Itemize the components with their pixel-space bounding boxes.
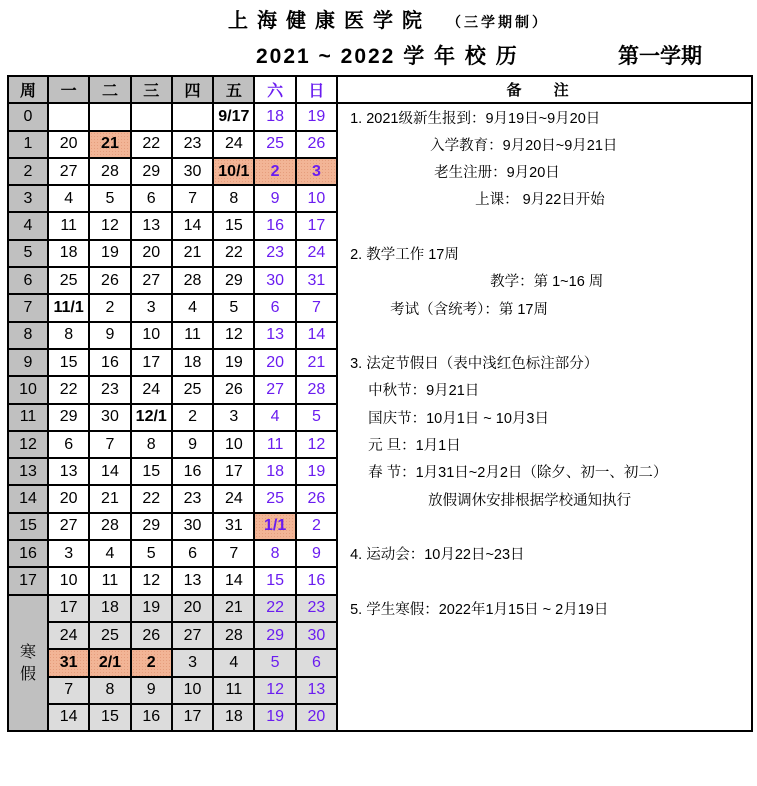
week-row xyxy=(8,677,752,704)
week-number: 5 xyxy=(8,240,48,267)
day-cell: 7 xyxy=(296,294,337,321)
day-cell: 8 xyxy=(254,540,295,567)
week-row xyxy=(8,240,752,267)
day-cell: 13 xyxy=(172,567,213,594)
header-0: 周 xyxy=(8,76,48,103)
day-cell: 20 xyxy=(48,485,89,512)
note-line: 1. 2021级新生报到：9月19日~9月20日 xyxy=(337,103,752,130)
day-cell: 13 xyxy=(48,458,89,485)
note-line: 教学：第 1~16 周 xyxy=(337,267,752,294)
day-cell: 3 xyxy=(213,404,254,431)
day-cell: 25 xyxy=(89,622,130,649)
day-cell: 16 xyxy=(296,567,337,594)
day-cell: 8 xyxy=(89,677,130,704)
day-cell: 25 xyxy=(172,376,213,403)
day-cell: 26 xyxy=(89,267,130,294)
day-cell: 10 xyxy=(296,185,337,212)
day-cell: 18 xyxy=(48,240,89,267)
day-cell: 9 xyxy=(172,431,213,458)
day-cell: 29 xyxy=(254,622,295,649)
day-cell: 18 xyxy=(89,595,130,622)
header-1: 一 xyxy=(48,76,89,103)
day-cell: 6 xyxy=(172,540,213,567)
day-cell: 29 xyxy=(213,267,254,294)
day-cell: 24 xyxy=(131,376,172,403)
day-cell: 23 xyxy=(89,376,130,403)
day-cell: 19 xyxy=(213,349,254,376)
note-line xyxy=(337,567,752,594)
week-row xyxy=(8,185,752,212)
day-cell: 13 xyxy=(131,212,172,239)
day-cell: 25 xyxy=(254,131,295,158)
day-cell: 30 xyxy=(296,622,337,649)
note-line xyxy=(337,322,752,349)
day-cell: 23 xyxy=(172,131,213,158)
day-cell: 21 xyxy=(89,131,130,158)
day-cell: 27 xyxy=(131,267,172,294)
calendar-table xyxy=(7,75,753,732)
day-cell: 11 xyxy=(48,212,89,239)
day-cell: 15 xyxy=(48,349,89,376)
week-row xyxy=(8,704,752,731)
day-cell: 4 xyxy=(172,294,213,321)
day-cell: 10/1 xyxy=(213,158,254,185)
note-line: 老生注册：9月20日 xyxy=(337,158,752,185)
day-cell: 17 xyxy=(131,349,172,376)
day-cell: 17 xyxy=(213,458,254,485)
day-cell: 23 xyxy=(172,485,213,512)
day-cell: 16 xyxy=(254,212,295,239)
day-cell: 11 xyxy=(89,567,130,594)
day-cell: 20 xyxy=(131,240,172,267)
day-cell: 13 xyxy=(254,322,295,349)
day-cell: 2/1 xyxy=(89,649,130,676)
day-cell: 10 xyxy=(131,322,172,349)
day-cell: 12 xyxy=(254,677,295,704)
day-cell: 15 xyxy=(89,704,130,731)
header-7: 日 xyxy=(296,76,337,103)
day-cell: 3 xyxy=(172,649,213,676)
header-5: 五 xyxy=(213,76,254,103)
day-cell: 27 xyxy=(48,513,89,540)
day-cell: 8 xyxy=(213,185,254,212)
day-cell: 14 xyxy=(172,212,213,239)
week-number: 11 xyxy=(8,404,48,431)
week-number: 10 xyxy=(8,376,48,403)
day-cell: 12 xyxy=(89,212,130,239)
day-cell: 22 xyxy=(254,595,295,622)
week-row xyxy=(8,649,752,676)
week-number: 9 xyxy=(8,349,48,376)
day-cell: 2 xyxy=(296,513,337,540)
day-cell: 31 xyxy=(48,649,89,676)
day-cell: 28 xyxy=(213,622,254,649)
day-cell xyxy=(89,103,130,130)
week-row xyxy=(8,322,752,349)
note-line xyxy=(337,677,752,704)
note-line: 春 节：1月31日~2月2日（除夕、初一、初二） xyxy=(337,458,752,485)
day-cell: 19 xyxy=(254,704,295,731)
day-cell: 25 xyxy=(48,267,89,294)
note-line: 4. 运动会：10月22日~23日 xyxy=(337,540,752,567)
day-cell: 22 xyxy=(48,376,89,403)
week-row xyxy=(8,513,752,540)
day-cell: 16 xyxy=(131,704,172,731)
day-cell: 2 xyxy=(89,294,130,321)
day-cell: 17 xyxy=(296,212,337,239)
day-cell: 30 xyxy=(89,404,130,431)
day-cell: 19 xyxy=(131,595,172,622)
day-cell: 18 xyxy=(172,349,213,376)
week-row xyxy=(8,103,752,130)
day-cell: 3 xyxy=(48,540,89,567)
note-line: 3. 法定节假日（表中浅红色标注部分） xyxy=(337,349,752,376)
day-cell: 12/1 xyxy=(131,404,172,431)
day-cell xyxy=(131,103,172,130)
note-line: 2. 教学工作 17周 xyxy=(337,240,752,267)
day-cell: 11 xyxy=(213,677,254,704)
day-cell: 7 xyxy=(48,677,89,704)
day-cell: 5 xyxy=(254,649,295,676)
note-line xyxy=(337,704,752,731)
day-cell: 22 xyxy=(213,240,254,267)
week-number: 1 xyxy=(8,131,48,158)
calendar-subtitle: 2021 ~ 2022 学 年 校 历 xyxy=(256,45,519,68)
day-cell: 24 xyxy=(213,485,254,512)
day-cell: 17 xyxy=(172,704,213,731)
day-cell: 22 xyxy=(131,131,172,158)
week-number: 12 xyxy=(8,431,48,458)
day-cell: 28 xyxy=(172,267,213,294)
week-row xyxy=(8,158,752,185)
day-cell: 10 xyxy=(213,431,254,458)
week-row xyxy=(8,267,752,294)
day-cell: 16 xyxy=(172,458,213,485)
week-number: 14 xyxy=(8,485,48,512)
day-cell: 30 xyxy=(254,267,295,294)
day-cell: 18 xyxy=(213,704,254,731)
term-label: 第一学期 xyxy=(618,45,702,68)
day-cell: 4 xyxy=(254,404,295,431)
day-cell: 29 xyxy=(131,513,172,540)
day-cell: 25 xyxy=(254,485,295,512)
day-cell: 14 xyxy=(296,322,337,349)
day-cell: 21 xyxy=(172,240,213,267)
day-cell: 31 xyxy=(296,267,337,294)
day-cell: 28 xyxy=(89,158,130,185)
day-cell: 2 xyxy=(172,404,213,431)
day-cell: 20 xyxy=(254,349,295,376)
week-number: 17 xyxy=(8,567,48,594)
day-cell: 14 xyxy=(48,704,89,731)
week-row xyxy=(8,458,752,485)
week-number: 3 xyxy=(8,185,48,212)
week-number: 16 xyxy=(8,540,48,567)
day-cell: 29 xyxy=(48,404,89,431)
note-line: 国庆节：10月1日 ~ 10月3日 xyxy=(337,404,752,431)
week-number: 0 xyxy=(8,103,48,130)
week-number: 15 xyxy=(8,513,48,540)
day-cell: 14 xyxy=(89,458,130,485)
week-number: 7 xyxy=(8,294,48,321)
day-cell: 13 xyxy=(296,677,337,704)
day-cell: 18 xyxy=(254,103,295,130)
day-cell: 6 xyxy=(254,294,295,321)
day-cell: 1/1 xyxy=(254,513,295,540)
day-cell: 26 xyxy=(213,376,254,403)
note-line xyxy=(337,649,752,676)
day-cell: 24 xyxy=(296,240,337,267)
note-line: 元 旦：1月1日 xyxy=(337,431,752,458)
note-line: 中秋节：9月21日 xyxy=(337,376,752,403)
day-cell: 19 xyxy=(296,458,337,485)
school-title: 上海健康医学院 （三学期制） xyxy=(228,8,549,32)
header-3: 三 xyxy=(131,76,172,103)
week-number: 2 xyxy=(8,158,48,185)
day-cell: 21 xyxy=(296,349,337,376)
day-cell: 8 xyxy=(48,322,89,349)
day-cell: 20 xyxy=(172,595,213,622)
day-cell xyxy=(48,103,89,130)
day-cell: 28 xyxy=(296,376,337,403)
header-row xyxy=(8,76,752,103)
note-line: 入学教育：9月20日~9月21日 xyxy=(337,131,752,158)
week-number: 8 xyxy=(8,322,48,349)
header-6: 六 xyxy=(254,76,295,103)
day-cell: 7 xyxy=(89,431,130,458)
note-line xyxy=(337,212,752,239)
day-cell: 31 xyxy=(213,513,254,540)
day-cell: 15 xyxy=(131,458,172,485)
note-line xyxy=(337,622,752,649)
week-row xyxy=(8,540,752,567)
day-cell: 11 xyxy=(172,322,213,349)
day-cell: 21 xyxy=(89,485,130,512)
day-cell: 11 xyxy=(254,431,295,458)
note-line: 5. 学生寒假：2022年1月15日 ~ 2月19日 xyxy=(337,595,752,622)
day-cell: 29 xyxy=(131,158,172,185)
week-row xyxy=(8,131,752,158)
note-line: 上课： 9月22日开始 xyxy=(337,185,752,212)
day-cell: 5 xyxy=(89,185,130,212)
winter-label: 寒假 xyxy=(8,595,48,731)
day-cell: 6 xyxy=(296,649,337,676)
day-cell: 27 xyxy=(172,622,213,649)
day-cell: 16 xyxy=(89,349,130,376)
day-cell: 4 xyxy=(213,649,254,676)
week-row xyxy=(8,404,752,431)
day-cell: 12 xyxy=(131,567,172,594)
day-cell: 7 xyxy=(213,540,254,567)
day-cell: 18 xyxy=(254,458,295,485)
day-cell: 26 xyxy=(296,131,337,158)
day-cell: 9 xyxy=(254,185,295,212)
day-cell: 4 xyxy=(48,185,89,212)
note-line xyxy=(337,513,752,540)
day-cell: 22 xyxy=(131,485,172,512)
day-cell: 7 xyxy=(172,185,213,212)
week-number: 4 xyxy=(8,212,48,239)
day-cell: 5 xyxy=(213,294,254,321)
day-cell: 10 xyxy=(48,567,89,594)
day-cell: 8 xyxy=(131,431,172,458)
day-cell: 17 xyxy=(48,595,89,622)
day-cell: 10 xyxy=(172,677,213,704)
week-row xyxy=(8,349,752,376)
week-row xyxy=(8,567,752,594)
day-cell: 5 xyxy=(131,540,172,567)
day-cell: 3 xyxy=(296,158,337,185)
notes-header: 备 注 xyxy=(337,76,752,103)
week-number: 6 xyxy=(8,267,48,294)
day-cell: 2 xyxy=(131,649,172,676)
day-cell: 23 xyxy=(254,240,295,267)
day-cell: 9 xyxy=(131,677,172,704)
day-cell: 12 xyxy=(296,431,337,458)
day-cell: 30 xyxy=(172,158,213,185)
week-row xyxy=(8,622,752,649)
header-2: 二 xyxy=(89,76,130,103)
day-cell: 23 xyxy=(296,595,337,622)
day-cell: 6 xyxy=(48,431,89,458)
day-cell: 9 xyxy=(89,322,130,349)
day-cell: 20 xyxy=(296,704,337,731)
day-cell: 6 xyxy=(131,185,172,212)
week-row xyxy=(8,294,752,321)
week-row xyxy=(8,485,752,512)
week-number: 13 xyxy=(8,458,48,485)
day-cell: 12 xyxy=(213,322,254,349)
day-cell: 4 xyxy=(89,540,130,567)
week-row xyxy=(8,212,752,239)
day-cell: 27 xyxy=(254,376,295,403)
day-cell: 15 xyxy=(254,567,295,594)
day-cell: 19 xyxy=(296,103,337,130)
day-cell: 15 xyxy=(213,212,254,239)
day-cell: 28 xyxy=(89,513,130,540)
day-cell: 19 xyxy=(89,240,130,267)
day-cell xyxy=(172,103,213,130)
day-cell: 27 xyxy=(48,158,89,185)
day-cell: 2 xyxy=(254,158,295,185)
week-row xyxy=(8,595,752,622)
day-cell: 24 xyxy=(48,622,89,649)
day-cell: 9 xyxy=(296,540,337,567)
day-cell: 9/17 xyxy=(213,103,254,130)
day-cell: 24 xyxy=(213,131,254,158)
day-cell: 26 xyxy=(296,485,337,512)
day-cell: 26 xyxy=(131,622,172,649)
note-line: 放假调休安排根据学校通知执行 xyxy=(337,485,752,512)
day-cell: 5 xyxy=(296,404,337,431)
day-cell: 11/1 xyxy=(48,294,89,321)
day-cell: 21 xyxy=(213,595,254,622)
header-4: 四 xyxy=(172,76,213,103)
week-row xyxy=(8,376,752,403)
day-cell: 30 xyxy=(172,513,213,540)
note-line: 考试（含统考）：第 17周 xyxy=(337,294,752,321)
week-row xyxy=(8,431,752,458)
day-cell: 3 xyxy=(131,294,172,321)
day-cell: 20 xyxy=(48,131,89,158)
day-cell: 14 xyxy=(213,567,254,594)
